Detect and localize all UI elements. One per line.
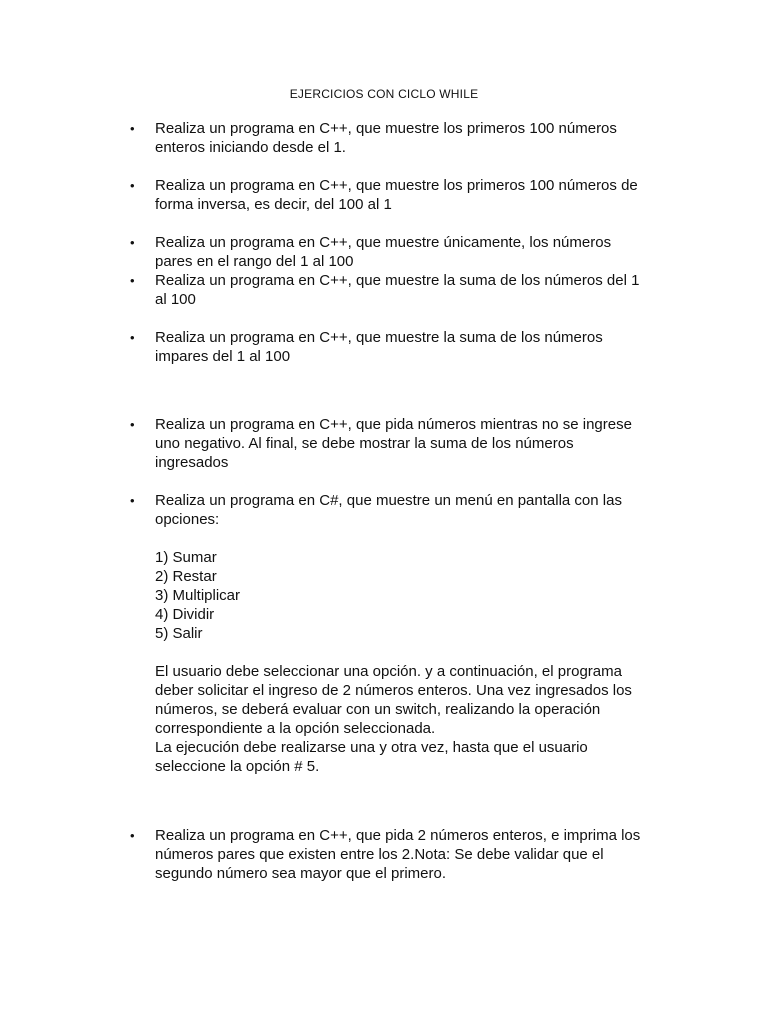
- detail-text-line: La ejecución debe realizarse una y otra vez, hasta que el usuario: [155, 739, 588, 756]
- exercise-text-line: Realiza un programa en C++, que pida 2 números enteros, e imprima los: [155, 827, 641, 844]
- menu-option: 4) Dividir: [155, 606, 215, 623]
- exercise-item-6: [130, 415, 660, 472]
- menu-option: 3) Multiplicar: [155, 587, 241, 604]
- spacer: [155, 643, 660, 662]
- exercise-text-line: pares en el rango del 1 al 100: [155, 253, 354, 270]
- exercise-item-5: [130, 328, 660, 366]
- exercise-text-line: ingresados: [155, 454, 229, 471]
- exercise-text-line: segundo número sea mayor que el primero.: [155, 865, 446, 882]
- exercise-text-line: Realiza un programa en C++, que muestre los primeros 100 números: [155, 120, 617, 137]
- exercise-item-8: [130, 826, 660, 883]
- exercise-text-line: al 100: [155, 291, 196, 308]
- menu-option: 5) Salir: [155, 625, 203, 642]
- exercise-text-line: Realiza un programa en C#, que muestre un menú en pantalla con las: [155, 492, 622, 509]
- menu-option: 2) Restar: [155, 568, 217, 585]
- bullet-icon: •: [130, 273, 135, 288]
- detail-text-line: deber solicitar el ingreso de 2 números enteros. Una vez ingresados los: [155, 682, 632, 699]
- exercise-text-line: números pares que existen entre los 2.Nota: Se debe validar que el: [155, 846, 604, 863]
- exercise-item-1: [130, 119, 660, 157]
- bullet-icon: •: [130, 235, 135, 250]
- exercise-text-line: uno negativo. Al final, se debe mostrar la suma de los números: [155, 435, 574, 452]
- exercise-item-4: [130, 271, 660, 309]
- bullet-icon: •: [130, 178, 135, 193]
- exercise-text-line: Realiza un programa en C++, que muestre la suma de los números del 1: [155, 272, 640, 289]
- exercise-text-line: enteros iniciando desde el 1.: [155, 139, 346, 156]
- exercise-text-line: Realiza un programa en C++, que pida números mientras no se ingrese: [155, 416, 632, 433]
- bullet-icon: •: [130, 828, 135, 843]
- bullet-icon: •: [130, 417, 135, 432]
- exercise-item-3: [130, 233, 660, 271]
- exercise-item-2: [130, 176, 660, 214]
- exercise-text-line: Realiza un programa en C++, que muestre los primeros 100 números de: [155, 177, 638, 194]
- exercise-text-line: forma inversa, es decir, del 100 al 1: [155, 196, 392, 213]
- exercise-text-line: opciones:: [155, 511, 220, 528]
- detail-text-line: correspondiente a la opción seleccionada.: [155, 720, 436, 737]
- document-title: EJERCICIOS CON CICLO WHILE: [289, 87, 479, 101]
- bullet-icon: •: [130, 493, 135, 508]
- exercise-text-line: Realiza un programa en C++, que muestre únicamente, los números: [155, 234, 612, 251]
- detail-text-line: seleccione la opción # 5.: [155, 758, 320, 775]
- bullet-icon: •: [130, 121, 135, 136]
- spacer: [155, 529, 660, 548]
- detail-text-line: números, se deberá evaluar con un switch, realizando la operación: [155, 701, 601, 718]
- detail-text-line: El usuario debe seleccionar una opción. y a continuación, el programa: [155, 663, 622, 680]
- exercise-item-7: [130, 491, 660, 776]
- exercise-text-line: impares del 1 al 100: [155, 348, 291, 365]
- bullet-icon: •: [130, 330, 135, 345]
- menu-option: 1) Sumar: [155, 549, 217, 566]
- exercise-text-line: Realiza un programa en C++, que muestre la suma de los números: [155, 329, 603, 346]
